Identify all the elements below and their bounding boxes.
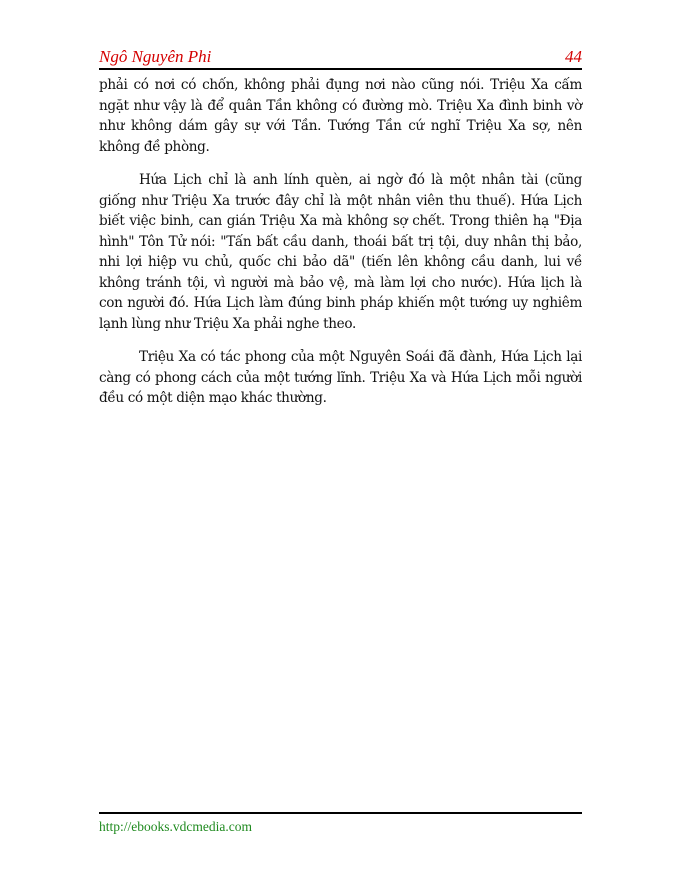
page-number: 44 [565, 47, 582, 66]
footer-url-link[interactable]: http://ebooks.vdcmedia.com [99, 819, 252, 834]
body-text [99, 75, 582, 422]
paragraph: Triệu Xa có tác phong của một Nguyên Soái đã đành, Hứa Lịch lại càng có phong cách của một tướng lĩnh. Triệu Xa và Hứa Lịch mỗi người đều có một diện mạo khác thường. [99, 349, 582, 406]
footer-rule [99, 812, 582, 814]
paragraph: Hứa Lịch chỉ là anh lính quèn, ai ngờ đó là một nhân tài (cũng giống như Triệu Xa trước đây chỉ là một nhân viên thu thuế). Hứa Lịch biết việc binh, can gián Triệu Xa mà không sợ chết. Trong thiên hạ "Địa hình" Tôn Tử nói: "Tấn bất cầu danh, thoái bất trị tội, duy nhân thị bảo, nhi lợi hiệp vu chủ, quốc chi bảo dã" (tiến lên không cầu danh, lui về không tránh tội, vì người mà bảo vệ, mà làm lợi cho nước). Hứa lịch là con người đó. Hứa Lịch làm đúng binh pháp khiến một tướng uy nghiêm lạnh lùng như Triệu Xa phải nghe theo. [99, 172, 582, 332]
page-header [99, 46, 582, 70]
header-author: Ngô Nguyên Phi [99, 47, 212, 66]
paragraph: phải có nơi có chốn, không phải đụng nơi nào cũng nói. Triệu Xa cấm ngặt như vậy là để quân Tần không có đường mò. Triệu Xa đình binh vờ như không dám gây sự với Tần. Tướng Tần cứ nghĩ Triệu Xa sợ, nên không đề phòng. [99, 77, 582, 155]
